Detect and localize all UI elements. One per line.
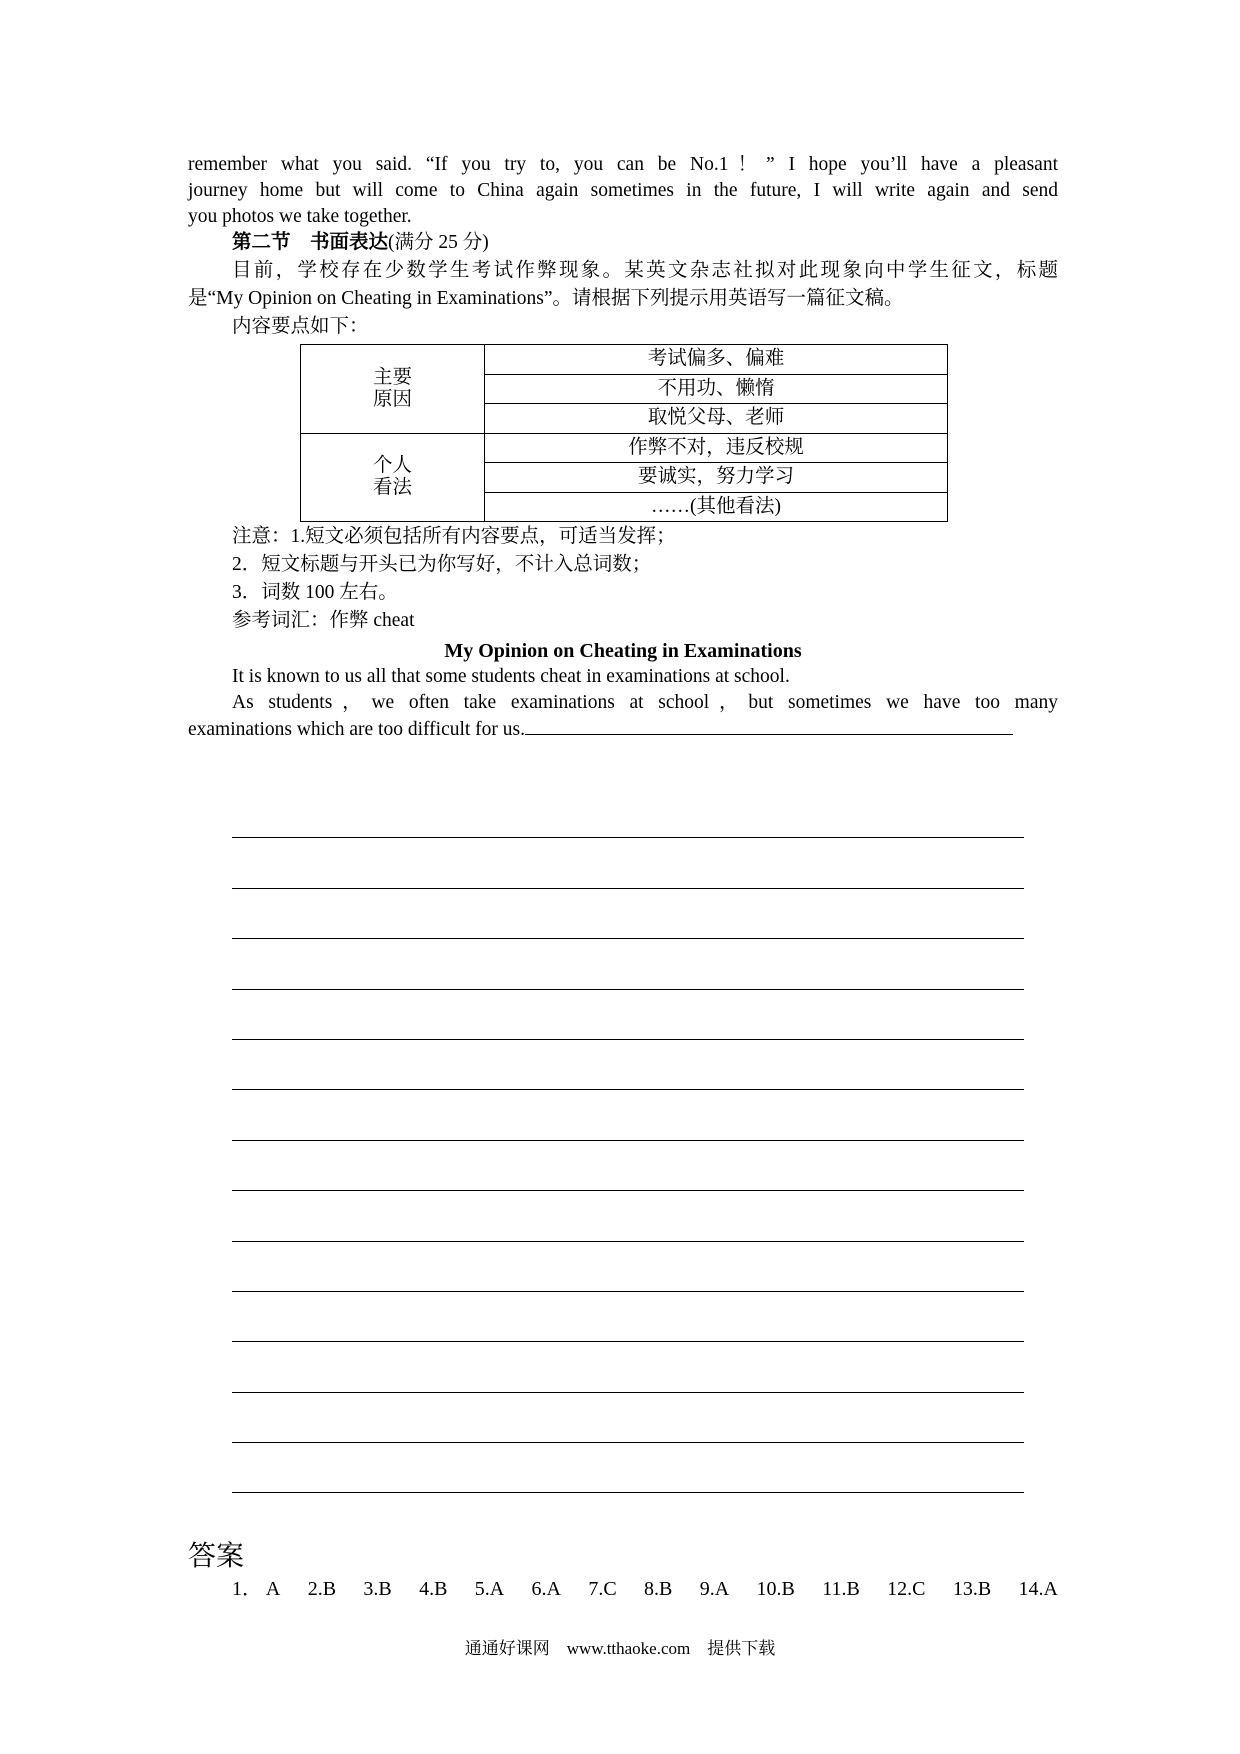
answer-blank-inline[interactable]: [525, 716, 1013, 735]
letter-line-1: remember what you said. “If you try to, you can be No.1！” I hope you’ll have a pleasant: [188, 154, 1058, 175]
point-cell: ……(其他看法): [485, 492, 948, 522]
writing-line[interactable]: [232, 838, 1024, 888]
writing-line[interactable]: [232, 889, 1024, 939]
writing-line[interactable]: [232, 1191, 1024, 1241]
category-label: 看法: [372, 477, 412, 499]
point-cell: 考试偏多、偏难: [485, 345, 948, 375]
answer-item: 3.B: [363, 1578, 392, 1600]
writing-lines[interactable]: [232, 788, 1024, 1493]
intro-line-2: 是“My Opinion on Cheating in Examinations”。请根据下列提示用英语写一篇征文稿。: [188, 288, 904, 309]
writing-line[interactable]: [232, 990, 1024, 1040]
point-cell: 不用功、懒惰: [485, 374, 948, 404]
answer-item: 9.A: [699, 1578, 730, 1600]
writing-line[interactable]: [232, 1292, 1024, 1342]
page-footer: 通通好课网 www.tthaoke.com 提供下载: [464, 1639, 776, 1658]
category-label: 个人: [372, 455, 412, 477]
answer-item: 4.B: [419, 1578, 448, 1600]
vocab-hint: 参考词汇：作弊 cheat: [232, 610, 415, 631]
content-points-table: [300, 344, 948, 522]
answer-item: 8.B: [644, 1578, 673, 1600]
essay-paragraph-2-text: examinations which are too difficult for us.: [188, 719, 526, 740]
points-label: 内容要点如下：: [232, 316, 369, 337]
writing-line[interactable]: [232, 939, 1024, 989]
answer-key-row: [232, 1576, 1058, 1602]
point-cell: 作弊不对，违反校规: [485, 433, 948, 463]
writing-line[interactable]: [232, 1040, 1024, 1090]
note-2: 2．短文标题与开头已为你写好，不计入总词数；: [232, 554, 652, 575]
point-cell: 取悦父母、老师: [485, 404, 948, 434]
writing-line[interactable]: [232, 788, 1024, 838]
writing-line[interactable]: [232, 1342, 1024, 1392]
point-cell: 要诚实，努力学习: [485, 463, 948, 493]
writing-line[interactable]: [232, 1393, 1024, 1443]
writing-line[interactable]: [232, 1141, 1024, 1191]
answer-item: 6.A: [531, 1578, 561, 1600]
note-1: 注意：1.短文必须包括所有内容要点，可适当发挥；: [232, 526, 676, 547]
essay-paragraph-2-line-2: [188, 716, 1058, 743]
letter-line-2: journey home but will come to China again sometimes in the future, I will write again and send: [188, 180, 1058, 201]
answer-item: 10.B: [756, 1578, 795, 1600]
category-cell-opinions: [301, 433, 485, 522]
intro-line-1: 目前，学校存在少数学生考试作弊现象。某英文杂志社拟对此现象向中学生征文，标题: [232, 260, 1058, 281]
answer-item: 11.B: [822, 1578, 860, 1600]
answer-item: 12.C: [887, 1578, 926, 1600]
category-cell-reasons: [301, 345, 485, 434]
section-heading: [232, 230, 1058, 256]
section-heading-score: (满分 25 分): [388, 232, 489, 253]
answer-item: 1． A: [232, 1578, 281, 1600]
answer-item: 14.A: [1018, 1578, 1058, 1600]
category-label: 主要: [372, 366, 412, 388]
answer-item: 2.B: [307, 1578, 337, 1600]
answer-heading: 答案: [188, 1539, 245, 1572]
answer-item: 13.B: [952, 1578, 992, 1600]
note-3: 3．词数 100 左右。: [232, 582, 398, 603]
table-row: [301, 433, 948, 463]
section-heading-title: 第二节 书面表达: [232, 232, 389, 253]
answer-item: 7.C: [588, 1578, 617, 1600]
table-row: [301, 345, 948, 375]
answer-item: 5.A: [474, 1578, 505, 1600]
category-label: 原因: [372, 388, 412, 410]
letter-line-3: you photos we take together.: [188, 206, 412, 227]
writing-line[interactable]: [232, 1242, 1024, 1292]
essay-title: My Opinion on Cheating in Examinations: [444, 640, 802, 662]
essay-paragraph-2-line-1: As students，we often take examinations at school，but sometimes we have too many: [232, 692, 1058, 713]
writing-line[interactable]: [232, 1090, 1024, 1140]
essay-paragraph-1: It is known to us all that some students cheat in examinations at school.: [232, 666, 790, 687]
writing-line[interactable]: [232, 1443, 1024, 1493]
